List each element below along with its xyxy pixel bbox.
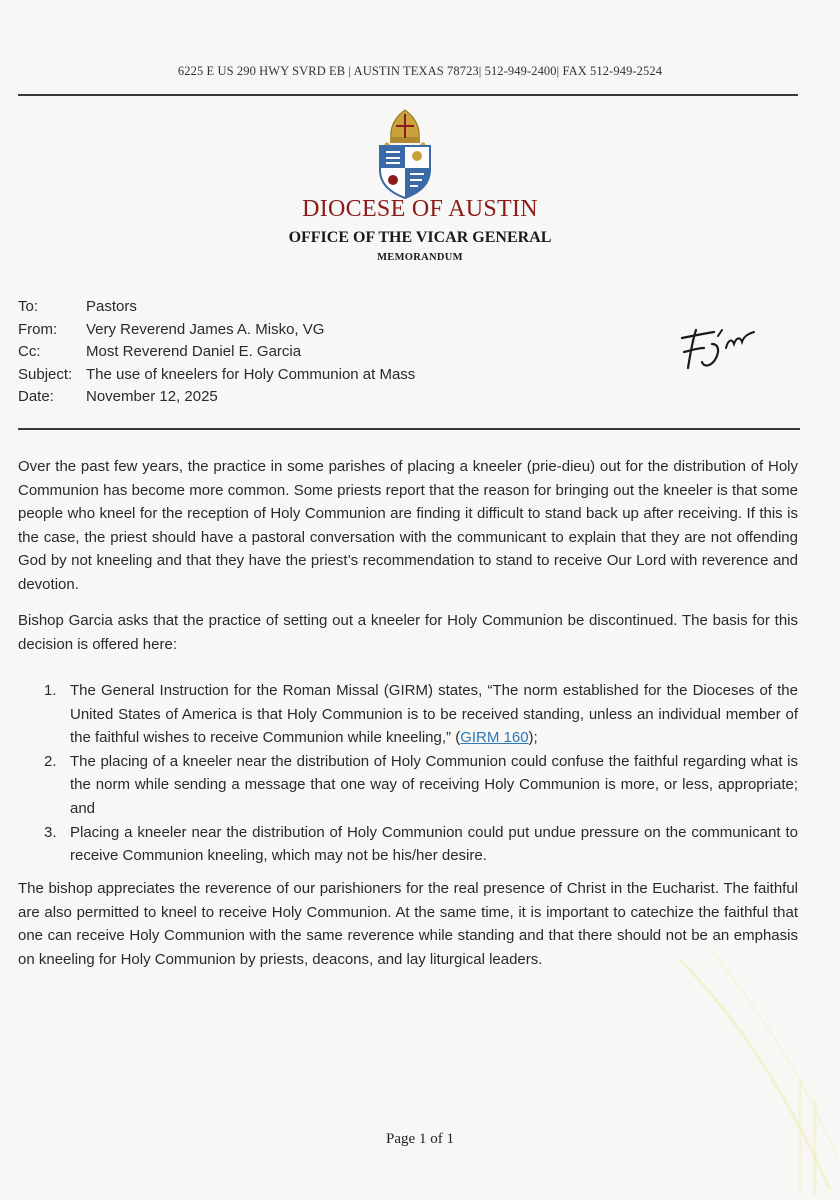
memo-date-row (18, 386, 415, 409)
memo-to-row (18, 296, 415, 319)
body-paragraph-3: The bishop appreciates the reverence of our parishioners for the real presence of Christ in the Eucharist. The faithful are also permitted to kneel to receive Holy Communion. At the same time, it is important to catechize the faithful that one can receive Holy Communion with the same reverence while standing and that there should not be an emphasis on kneeling for Holy Communion by priests, deacons, and lay liturgical leaders. (18, 880, 798, 968)
memo-cc-row (18, 341, 415, 364)
body-paragraph-1: Over the past few years, the practice in some parishes of placing a kneeler (prie-dieu) out for the distribution of Holy Communion has become more common. Some priests report that the reason for bringing out the kneeler is that some people who kneel for the reception of Holy Communion are finding it difficult to stand back up after receiving. If this is the case, the priest should have a pastoral conversation with the communicant to explain that they are not offending God by not kneeling and that they have the priest’s recommendation to stand to receive Our Lord with reverence and devotion. (18, 458, 798, 593)
diocese-name: DIOCESE OF AUSTIN (302, 196, 538, 222)
list-item (44, 750, 798, 821)
memo-subject-row (18, 364, 415, 387)
list-item (44, 821, 798, 868)
list-text-body: The General Instruction for the Roman Missal (GIRM) states, “The norm established for the Dioceses of the United States of America is that Holy Communion is to be received standing, unless an individual member of the faithful wishes to receive Communion while kneeling,” ( (70, 682, 798, 747)
letterhead-address: 6225 E US 290 HWY SVRD EB | AUSTIN TEXAS 78723| 512-949-2400| FAX 512-949-2524 (177, 64, 663, 78)
list-number: 2. (44, 752, 57, 770)
page-number: Page 1 of 1 (386, 1131, 454, 1147)
memo-cc-value: Most Reverend Daniel E. Garcia (86, 343, 302, 360)
memo-from-row (18, 319, 415, 342)
girm-160-link[interactable]: GIRM 160 (460, 729, 529, 747)
memo-subject-value: The use of kneelers for Holy Communion at Mass (86, 365, 416, 383)
handwritten-initials-signature (674, 318, 766, 380)
numbered-list (44, 679, 798, 868)
memo-to-value: Pastors (86, 298, 137, 315)
memo-date-label: Date: (18, 388, 54, 405)
document-type: MEMORANDUM (377, 252, 463, 263)
memo-from-value: Very Reverend James A. Misko, VG (86, 320, 325, 338)
office-title: OFFICE OF THE VICAR GENERAL (288, 229, 552, 246)
letterhead-rule (18, 94, 798, 96)
list-item (44, 679, 798, 750)
memo-to-label: To: (18, 298, 39, 315)
diocese-crest-icon (372, 108, 438, 200)
list-text: Placing a kneeler near the distribution of Holy Communion could put undue pressure on the communicant to receive Communion kneeling, which may not be his/her desire. (70, 823, 798, 865)
list-text-tail: ); (528, 729, 538, 747)
header-divider (18, 428, 800, 430)
list-text (70, 679, 798, 750)
list-number: 3. (44, 823, 57, 841)
memo-cc-label: Cc: (18, 343, 41, 360)
memo-from-label: From: (18, 320, 58, 338)
memo-subject-label: Subject: (18, 365, 73, 383)
list-number: 1. (44, 682, 57, 699)
list-text: The placing of a kneeler near the distribution of Holy Communion could confuse the faithful regarding what is the norm while sending a message that one way of receiving Holy Communion is more, or less, appropriate; and (70, 752, 798, 817)
body-paragraph-2: Bishop Garcia asks that the practice of setting out a kneeler for Holy Communion be discontinued. The basis for this decision is offered here: (18, 612, 798, 653)
memo-header (18, 296, 415, 409)
memo-date-value: November 12, 2025 (86, 388, 218, 405)
